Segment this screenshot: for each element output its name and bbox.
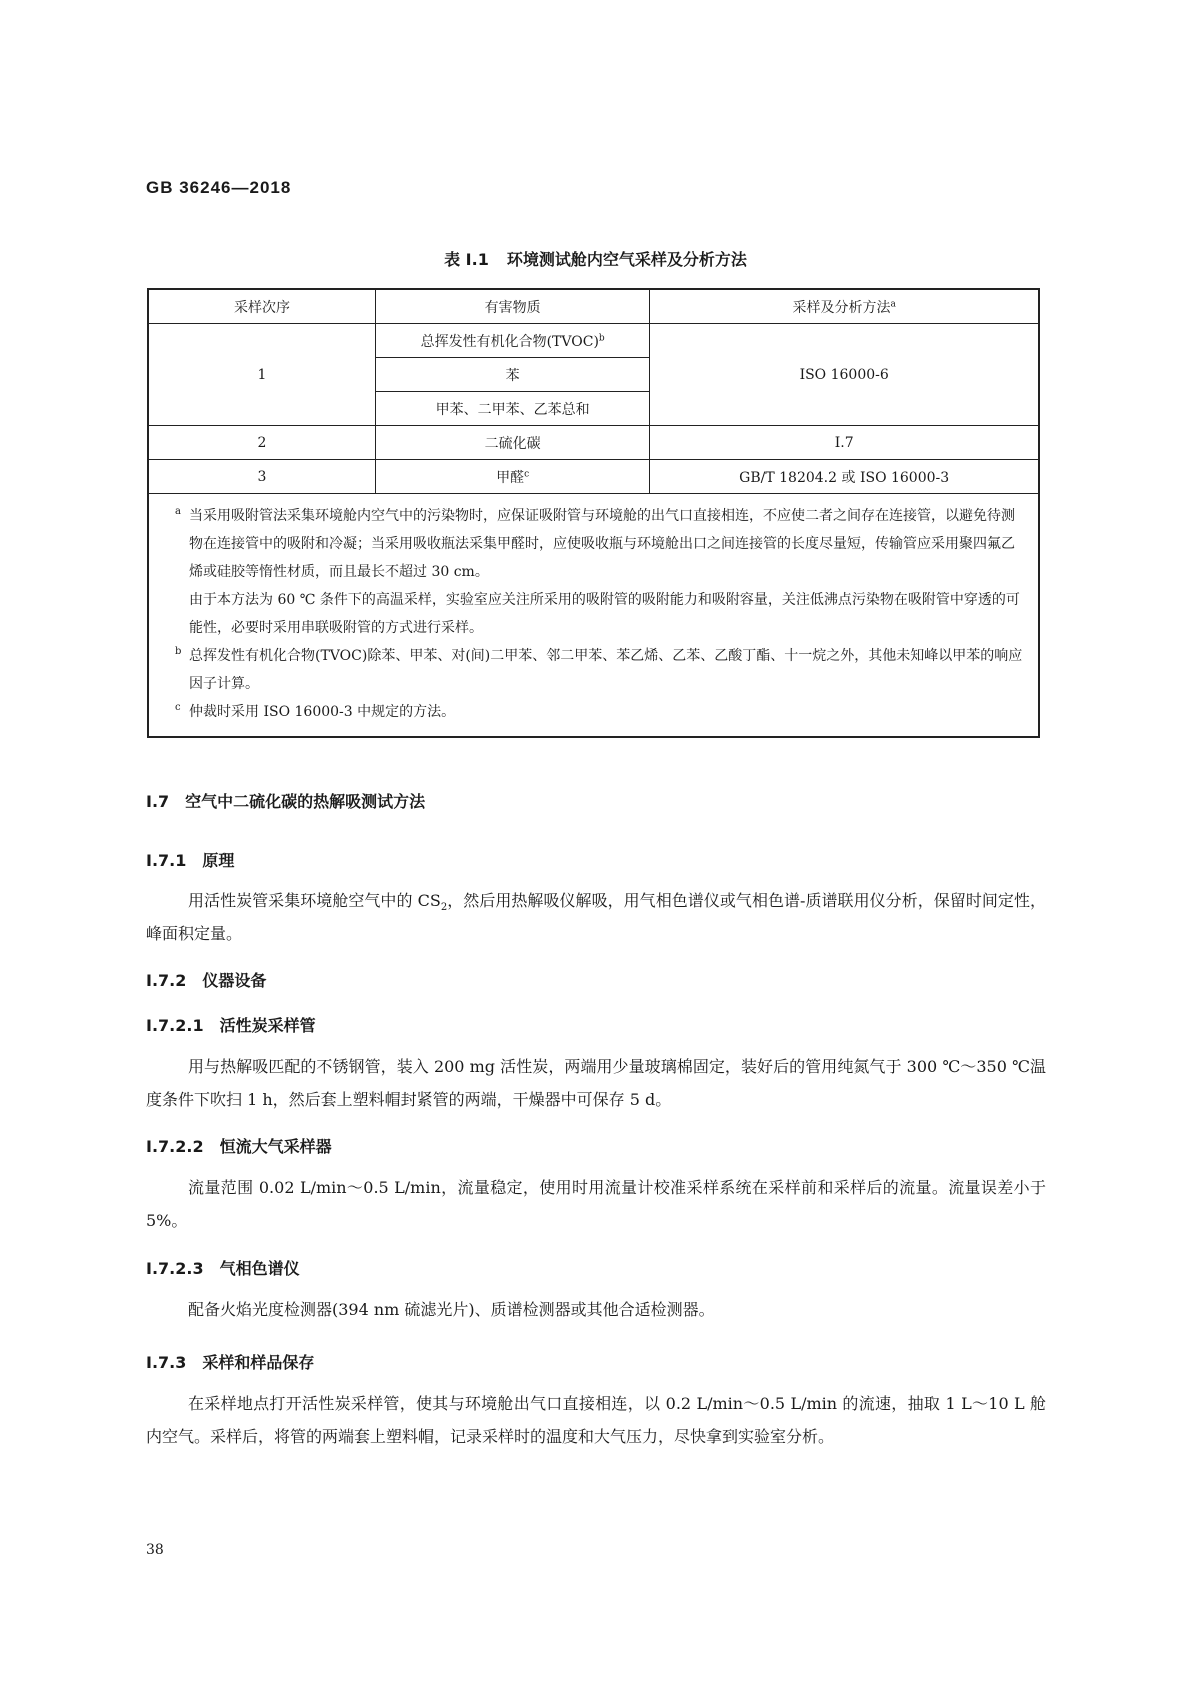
sampling-methods-table [147, 288, 1040, 738]
section-heading-i7: I.7 空气中二硫化碳的热解吸测试方法 [146, 792, 426, 811]
standard-number: GB 36246—2018 [146, 178, 292, 197]
table-notes-row [148, 494, 1039, 738]
cell-sequence: 2 [148, 426, 375, 460]
table-note: a 当采用吸附管法采集环境舱内空气中的污染物时，应保证吸附管与环境舱的出气口直接相连，不应使二者之间存在连接管，以避免待测物在连接管中的吸附和冷凝；当采用吸收瓶法采集甲醛时，应使吸收瓶与环境舱出口之间连接管的长度尽量短，传输管应采用聚四氟乙烯或硅胶等惰性材质，而且最长不超过 30 cm。 [189, 502, 1026, 586]
carbon-tube-paragraph: 用与热解吸匹配的不锈钢管，装入 200 mg 活性炭，两端用少量玻璃棉固定，装好后的管用纯氮气于 300 ℃～350 ℃温度条件下吹扫 1 h，然后套上塑料帽封紧管的两端，干燥器中可保存 5 d。 [146, 1057, 1046, 1109]
table-row [148, 426, 1039, 460]
sampling-storage-paragraph: 在采样地点打开活性炭采样管，使其与环境舱出气口直接相连，以 0.2 L/min～0.5 L/min 的流速，抽取 1 L～10 L 舱内空气。采样后，将管的两端套上塑料帽，记录采样时的温度和大气压力，尽快拿到实验室分析。 [146, 1394, 1046, 1446]
cell-substance: 甲苯、二甲苯、乙苯总和 [375, 392, 649, 426]
header-substance: 有害物质 [375, 289, 649, 324]
section-heading-i71: I.7.1 原理 [146, 851, 235, 870]
footnote-mark: b [598, 332, 605, 343]
table-note: 由于本方法为 60 ℃ 条件下的高温采样，实验室应关注所采用的吸附管的吸附能力和吸附容量，关注低沸点污染物在吸附管中穿透的可能性，必要时采用串联吸附管的方式进行采样。 [189, 592, 1020, 636]
table-caption-title: 环境测试舱内空气采样及分析方法 [506, 250, 747, 269]
cell-sequence: 3 [148, 460, 375, 494]
section-heading-i73: I.7.3 采样和样品保存 [146, 1353, 315, 1372]
principle-paragraph: 用活性炭管采集环境舱空气中的 $CS_2$，然后用热解吸仪解吸，用气相色谱仪或气相色谱-质谱联用仪分析，保留时间定性，峰面积定量。 [146, 891, 1046, 943]
header-sequence: 采样次序 [148, 289, 375, 324]
table-row [148, 324, 1039, 358]
cell-substance: 甲醛$^c$ [375, 460, 649, 494]
section-heading-i72: I.7.2 仪器设备 [146, 971, 267, 990]
cell-substance: 苯 [375, 358, 649, 392]
table-note: b 总挥发性有机化合物(TVOC)除苯、甲苯、对(间)二甲苯、邻二甲苯、苯乙烯、乙苯、乙酸丁酯、十一烷之外，其他未知峰以甲苯的响应因子计算。 [189, 642, 1026, 698]
note-mark: c [175, 702, 181, 713]
section-heading-i721: I.7.2.1 活性炭采样管 [146, 1016, 316, 1035]
header-method: 采样及分析方法$^a$ [650, 289, 1039, 324]
cell-sequence: 1 [148, 324, 375, 426]
page-number: 38 [146, 1542, 164, 1558]
table-caption [0, 247, 1191, 270]
section-heading-i722: I.7.2.2 恒流大气采样器 [146, 1137, 332, 1156]
note-mark: b [175, 646, 182, 657]
table-notes [148, 494, 1039, 738]
table-header-row [148, 289, 1039, 324]
cell-method: ISO 16000-6 [650, 324, 1039, 426]
cell-method: GB/T 18204.2 或 ISO 16000-3 [650, 460, 1039, 494]
table-note: c 仲裁时采用 ISO 16000-3 中规定的方法。 [189, 698, 1026, 726]
cell-substance: 总挥发性有机化合物(TVOC)$^b$ [375, 324, 649, 358]
table-row [148, 460, 1039, 494]
table-caption-number: 表 I.1 [444, 250, 489, 269]
section-heading-i723: I.7.2.3 气相色谱仪 [146, 1259, 300, 1278]
gc-paragraph: 配备火焰光度检测器(394 nm 硫滤光片)、质谱检测器或其他合适检测器。 [188, 1300, 715, 1319]
footnote-mark: c [524, 468, 530, 479]
sampler-paragraph: 流量范围 0.02 L/min～0.5 L/min，流量稳定，使用时用流量计校准采样系统在采样前和采样后的流量。流量误差小于 5%。 [146, 1178, 1046, 1230]
footnote-mark: a [890, 298, 896, 309]
note-mark: a [175, 506, 181, 517]
cell-substance: 二硫化碳 [375, 426, 649, 460]
cell-method: I.7 [650, 426, 1039, 460]
